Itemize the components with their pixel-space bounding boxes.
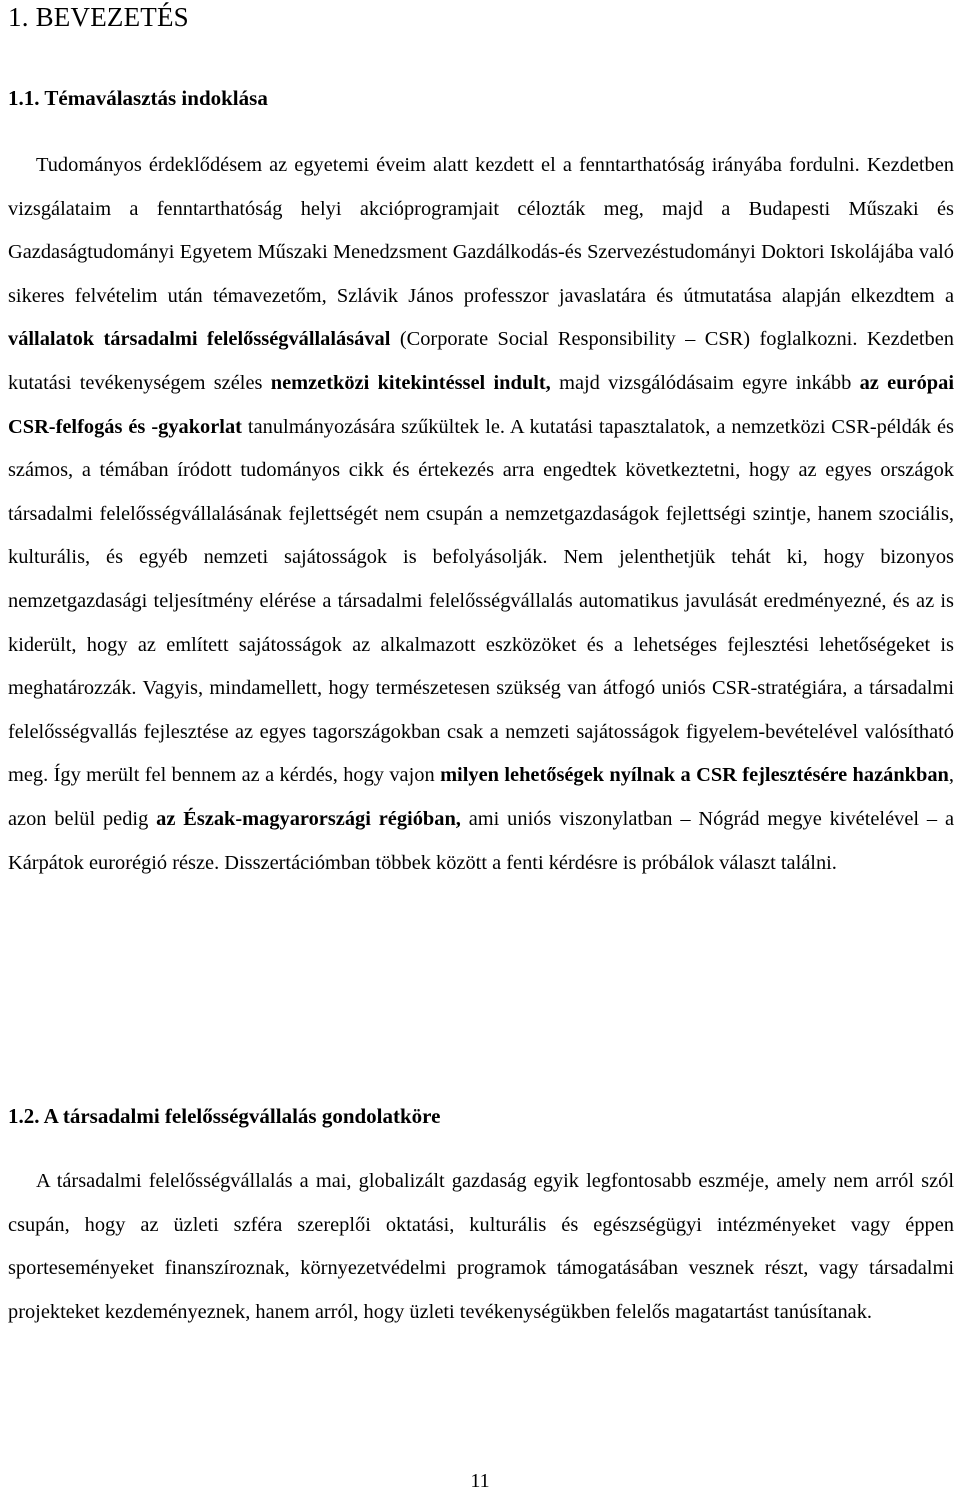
body-text: majd vizsgálódásaim egyre inkább (550, 371, 860, 394)
emphasis-text: nemzetközi kitekintéssel indult, (270, 371, 551, 394)
emphasis-text: az európai CSR-felfogás és -gyakorlat (8, 371, 955, 438)
body-text: Tudományos érdeklődésem az egyetemi éveim alatt kezdett el a fenntarthatóság irányába fordulni. Kezdetben vizsgálataim a fenntarthatóság helyi akcióprogramjait célozták meg, majd a Budapesti Műszaki és Gazdaságtudományi Egyetem Műszaki Menedzsment Gazdálkodás-és Szervezéstudományi Doktori Iskolájába való sikeres felvételim után témavezetőm, Szlávik János professzor javaslatára és útmutatása alapján elkezdtem a (8, 154, 954, 307)
body-text: ami uniós viszonylatban – Nógrád megye kivételével – a Kárpátok eurorégió része. Disszertációmban többek között a fenti kérdésre is próbálok választ találni. (8, 807, 955, 874)
page-number: 11 (470, 1470, 490, 1492)
paragraph-csr-concept: A társadalmi felelősségvállalás a mai, globalizált gazdaság egyik legfontosabb eszméje, amely nem arról szól csupán, hogy az üzleti szféra szereplői oktatási, kulturális és egészségügyi intézményeket vagy éppen sporteseményeket finanszíroznak, környezetvédelmi programok támogatásában vesznek részt, vagy társadalmi projekteket kezdeményeznek, hanem arról, hogy üzleti tevékenységükben felelős magatartást tanúsítanak. (8, 1170, 954, 1323)
emphasis-text: milyen lehetőségek nyílnak a CSR fejlesztésére hazánkban (440, 764, 949, 787)
body-text: , azon belül pedig (8, 764, 954, 830)
section-heading-1-1: 1.1. Témaválasztás indoklása (8, 86, 268, 110)
body-text: tanulmányozására szűkültek le. A kutatási tapasztalatok, a nemzetközi CSR-példák és számos, a témában íródott tudományos cikk és értekezés arra engedtek következtetni, hogy az egyes országok társadalmi felelősségvállalásának fejlettségét nem csupán a nemzetgazdaságok fejlettségi szintje, hanem szociális, kulturális, és egyéb nemzeti sajátosságok is befolyásolják. Nem jelenthetjük tehát ki, hogy bizonyos nemzetgazdasági teljesítmény elérése a társadalmi felelősségvállalás automatikus javulását eredményezné, és az is kiderült, hogy az említett sajátosságok az alkalmazott eszközöket és a lehetséges fejlesztési lehetőségeket is meghatározzák. Vagyis, mindamellett, hogy természetesen szükség van átfogó uniós CSR-stratégiára, a társadalmi felelősségvallás fejlesztése az egyes tagországokban csak a nemzeti sajátosságok figyelem-bevételével valósítható meg. Így merült fel bennem az a kérdés, hogy vajon (8, 415, 954, 787)
section-heading-1-2: 1.2. A társadalmi felelősségvállalás gondolatköre (8, 1104, 441, 1128)
emphasis-text: az Észak-magyarországi régióban, (156, 807, 461, 830)
emphasis-text: vállalatok társadalmi felelősségvállalásával (8, 328, 391, 351)
paragraph-topic-choice (8, 144, 954, 885)
body-text: (Corporate Social Responsibility – CSR) foglalkozni. Kezdetben kutatási tevékenységem széles (8, 328, 954, 394)
chapter-heading: 1. BEVEZETÉS (8, 2, 189, 32)
